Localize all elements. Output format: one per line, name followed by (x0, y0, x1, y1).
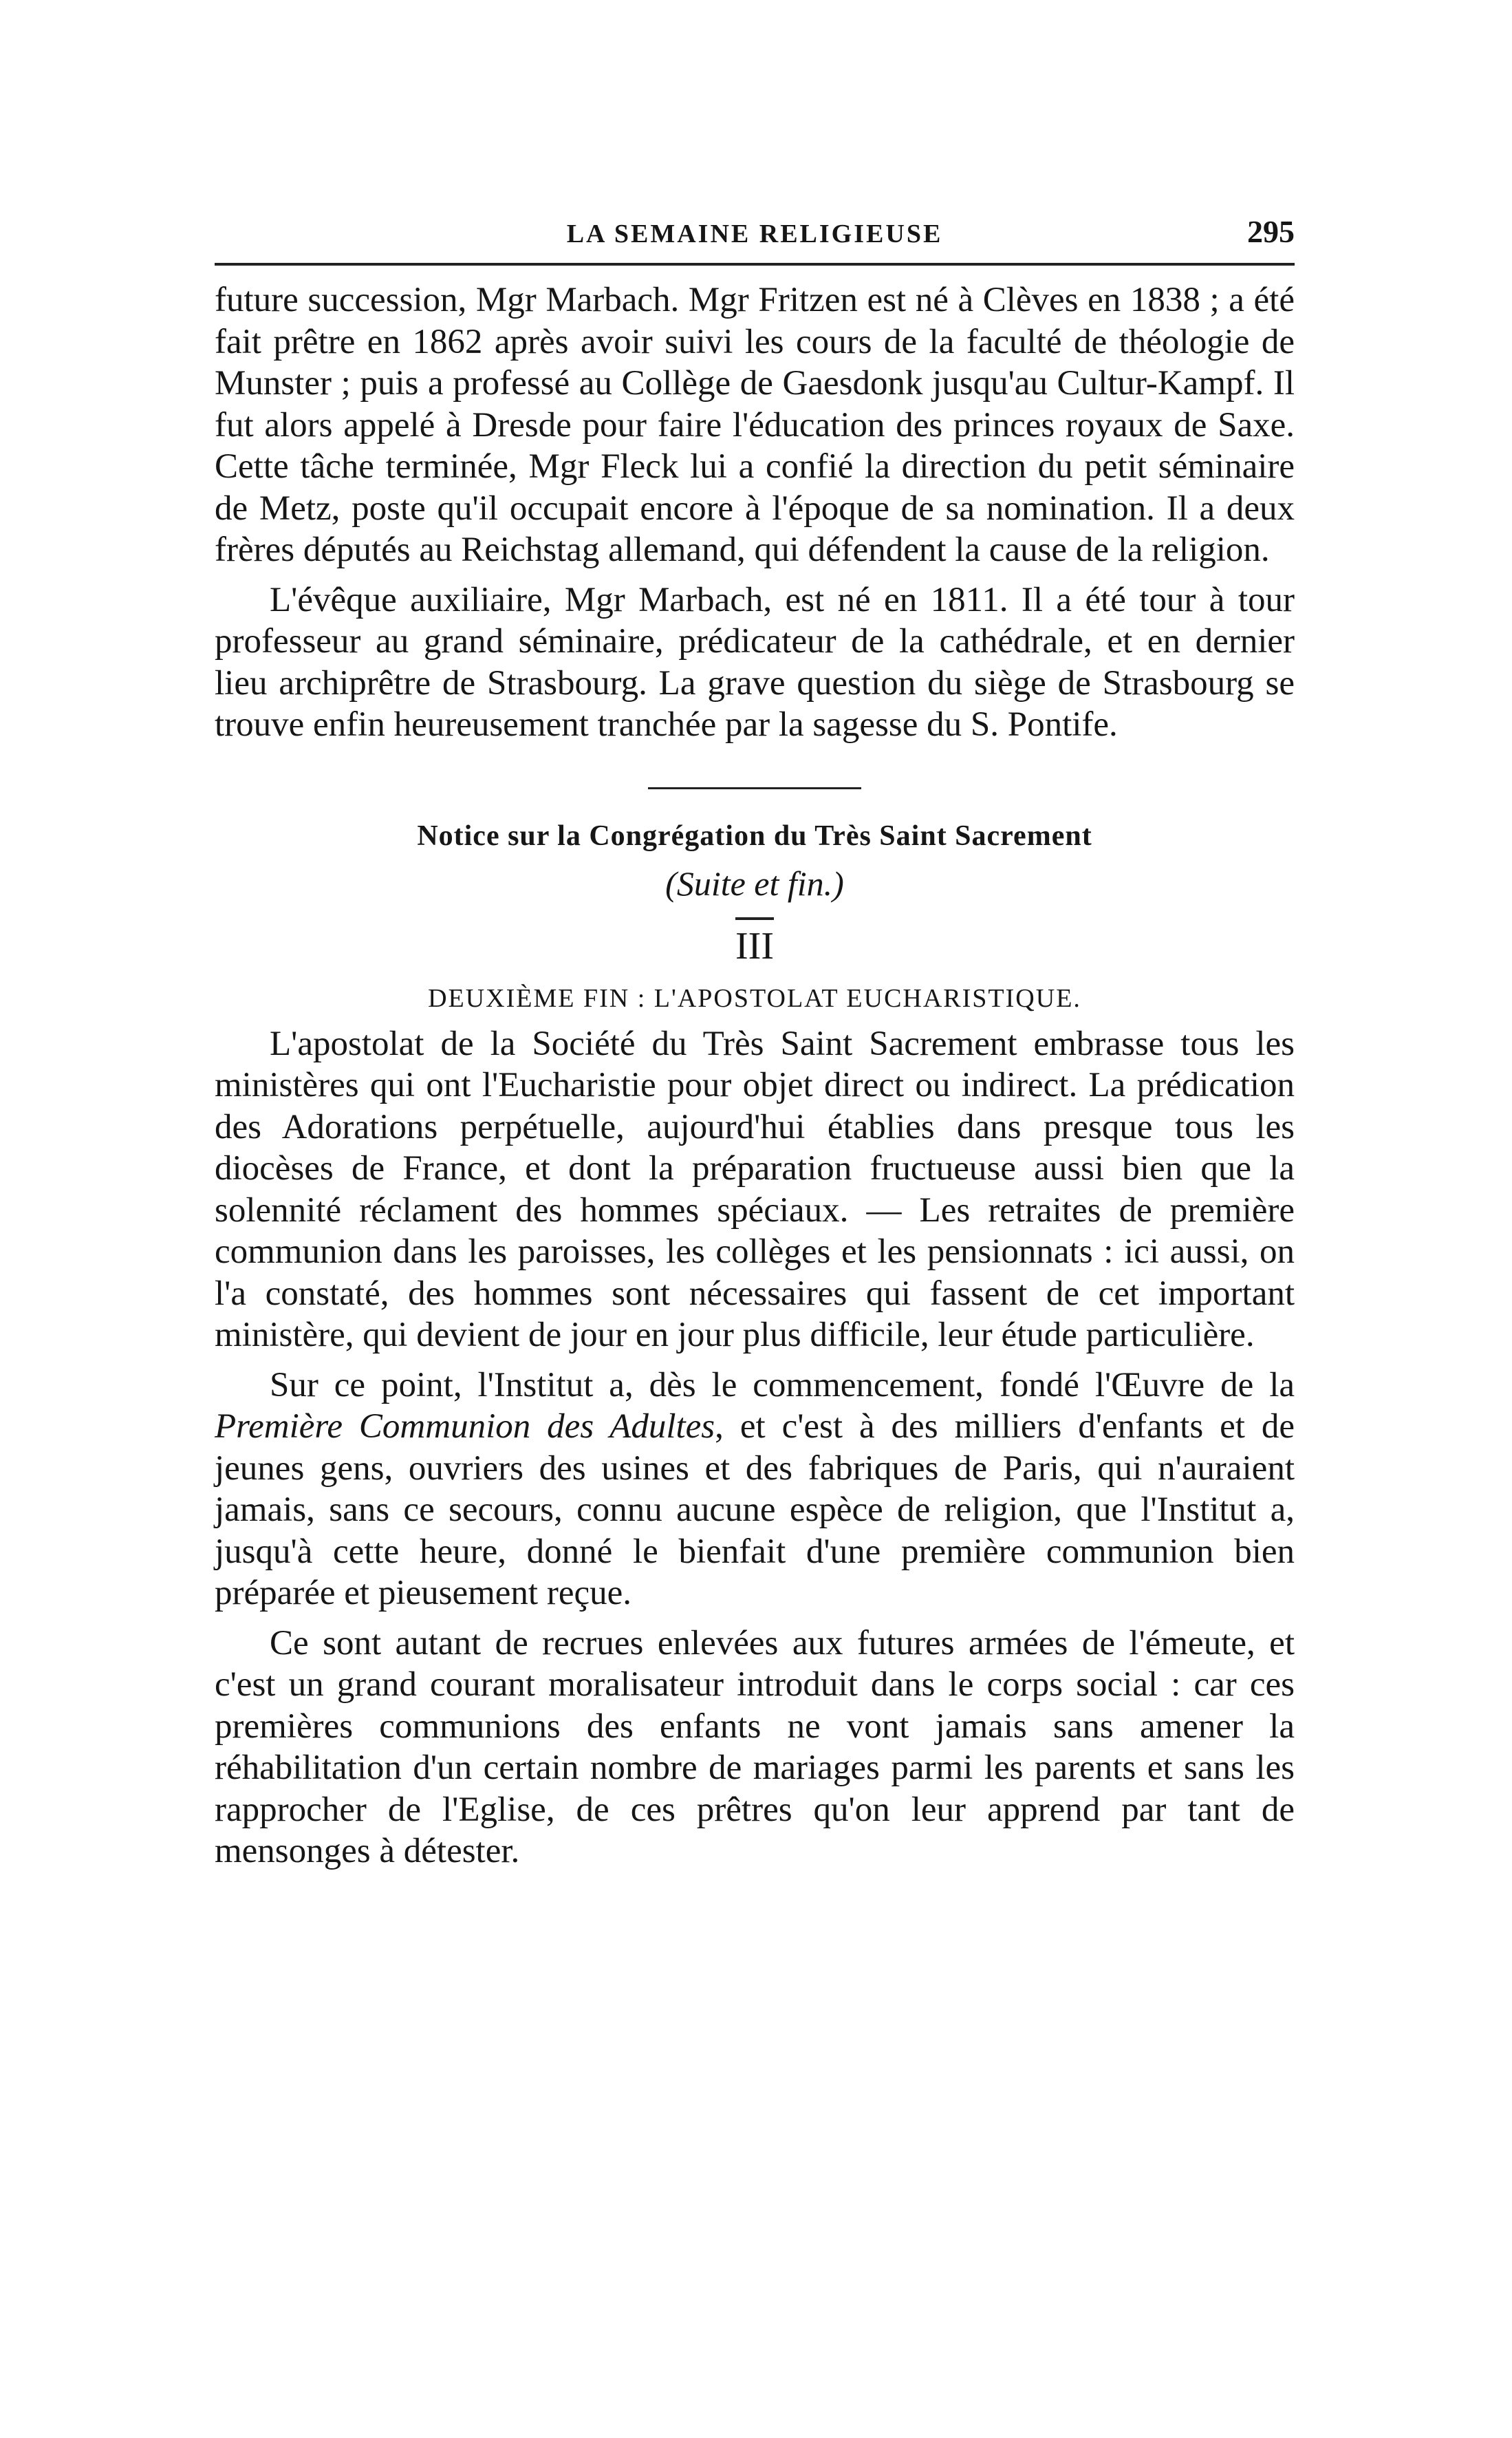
running-header (215, 206, 1295, 255)
notice-paragraph-apostolate: L'apostolat de la Société du Très Saint Sacrement embrasse tous les ministères qui ont l'Eucharistie pour objet direct ou indirect. La prédication des Adorations perpétuelle, aujourd'hui établies dans presque tous les diocèses de France, et dont la préparation fructueuse aussi bien que la solennité réclament des hommes spéciaux. — Les retraites de première communion dans les paroisses, les collèges et les pensionnats : ici aussi, on l'a constaté, des hommes sont nécessaires qui fassent de cet important ministère, qui devient de jour en jour plus difficile, leur étude particulière. (215, 1024, 1295, 1354)
section-divider (648, 787, 861, 789)
numeral-rule (735, 917, 774, 920)
section-numeral: III (735, 924, 774, 967)
paragraph-text-rest: , et c'est à des milliers d'enfants et de jeunes gens, ouvriers des usines et des fabriques de Paris, qui n'auraient jamais, sans ce secours, connu aucune espèce de religion, que l'Institut a, jusqu'à cette heure, donné le bienfait d'une première communion bien préparée et pieusement reçue. (215, 1407, 1295, 1612)
header-rule (215, 263, 1295, 266)
notice-paragraph-recruits: Ce sont autant de recrues enlevées aux futures armées de l'émeute, et c'est un grand courant moralisateur introduit dans le corps social : car ces premières communions des enfants ne vont jamais sans amener la réhabilitation d'un certain nombre de mariages parmi les parents et sans les rapprocher de l'Eglise, de ces prêtres qu'on leur apprend par tant de mensonges à détester. (215, 1623, 1295, 1870)
work-title-italic: Première Communion des Adultes (215, 1407, 715, 1446)
article-paragraph-continued: future succession, Mgr Marbach. Mgr Fritzen est né à Clèves en 1838 ; a été fait prêtre en 1862 après avoir suivi les cours de la faculté de théologie de Munster ; puis a professé au Collège de Gaesdonk jusqu'au Cultur-Kampf. Il fut alors appelé à Dresde pour faire l'éducation des princes royaux de Saxe. Cette tâche terminée, Mgr Fleck lui a confié la direction du petit séminaire de Metz, poste qu'il occupait encore à l'époque de sa nomination. Il a deux frères députés au Reichstag allemand, qui défendent la cause de la religion. (215, 281, 1295, 569)
chapter-title: DEUXIÈME FIN : L'APOSTOLAT EUCHARISTIQUE. (428, 983, 1081, 1013)
page-number: 295 (1247, 214, 1295, 249)
article-paragraph-auxiliary-bishop: L'évêque auxiliaire, Mgr Marbach, est né en 1811. Il a été tour à tour professeur au grand séminaire, prédicateur de la cathédrale, et en dernier lieu archiprêtre de Strasbourg. La grave question du siège de Strasbourg se trouve enfin heureusement tranchée par la sagesse du S. Pontife. (215, 580, 1295, 744)
notice-subtitle: (Suite et fin.) (665, 864, 844, 903)
notice-paragraph-first-communion (215, 1365, 1295, 1614)
paragraph-text-lead: Sur ce point, l'Institut a, dès le commencement, fondé l'Œuvre de la (270, 1365, 1295, 1404)
document-page (215, 206, 1295, 1872)
running-title: LA SEMAINE RELIGIEUSE (566, 220, 943, 248)
notice-title: Notice sur la Congrégation du Très Saint Sacrement (417, 820, 1092, 852)
